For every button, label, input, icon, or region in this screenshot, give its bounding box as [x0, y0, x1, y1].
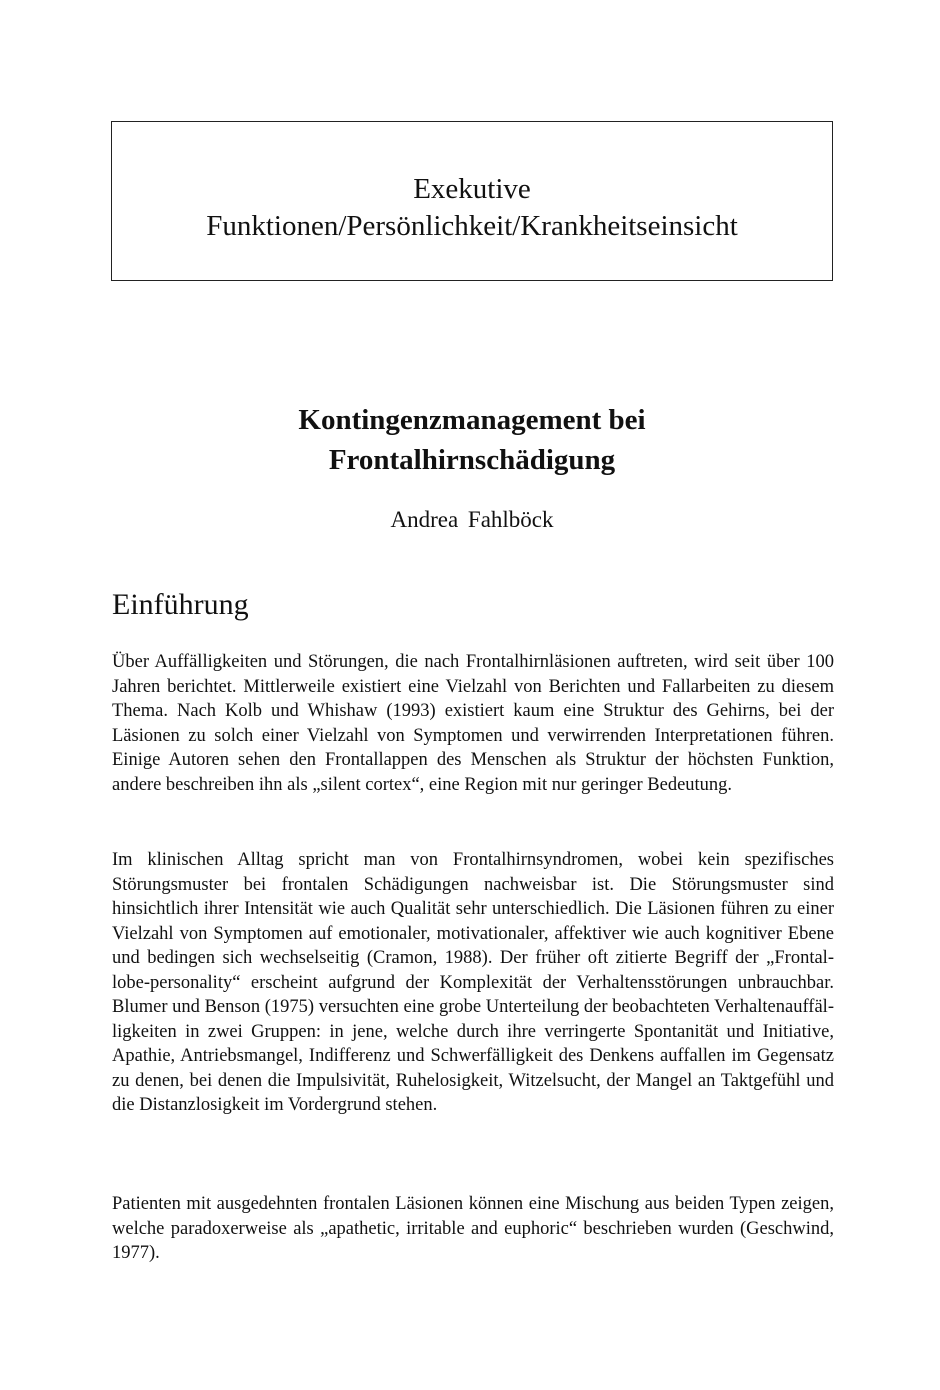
chapter-title-line-1: Exekutive	[413, 173, 531, 205]
author-name: Andrea Fahlböck	[390, 507, 554, 532]
article-title-line-1: Kontingenzmanagement bei	[298, 404, 646, 436]
chapter-title-line-2: Funktionen/Persönlichkeit/Krankheitseinsicht	[206, 210, 738, 242]
article-title-line-2: Frontalhirnschädigung	[328, 444, 616, 476]
chapter-title-box	[111, 121, 833, 281]
article-title	[111, 400, 833, 480]
paragraph-2: Im klinischen Alltag spricht man von Frontalhirnsyndromen, wobei kein spezifisches Störungsmuster bei frontalen Schädigungen nachweisbar ist. Die Störungsmuster sind hinsichtlich ihrer Intensität wie auch Qualität sehr unterschiedlich. Die Läsionen führen zu einer Vielzahl von Symptomen auf emotionaler, motivationaler, affektiver wie auch kognitiver Ebene und bedingen sich wechselseitig (Cramon, 1988). Der früher oft zitierte Begriff der „Frontal-lobe-personality“ erscheint aufgrund der Komplexität der Verhaltensstörungen unbrauchbar. Blumer und Benson (1975) versuchten eine grobe Unterteilung der beobachteten Verhaltenauffälligkeiten in zwei Gruppen: in jene, welche durch ihre verringerte Spontanität und Initiative, Apathie, Antriebsmangel, Indifferenz und Schwerfälligkeit des Denkens auffallen im Gegensatz zu denen, bei denen die Impulsivität, Ruhelosigkeit, Witzelsucht, der Mangel an Taktgefühl und die Distanzlosigkeit im Vordergrund stehen.	[112, 850, 834, 1115]
paragraph-3: Patienten mit ausgedehnten frontalen Läsionen können eine Mischung aus beiden Typen zeigen, welche paradoxerweise als „apathetic, irritable and euphoric“ beschrieben wurden (Geschwind, 1977).	[112, 1194, 834, 1263]
section-heading: Einführung	[112, 588, 249, 621]
paragraph-1: Über Auffälligkeiten und Störungen, die nach Frontalhirnläsionen auftreten, wird seit über 100 Jahren berichtet. Mittlerweile existiert eine Vielzahl von Berichten und Fallarbeiten zu diesem Thema. Nach Kolb und Whishaw (1993) existiert kaum eine Struktur des Gehirns, bei der Läsionen zu solch einer Vielzahl von Symptomen und verwirrenden Interpretationen führen. Einige Autoren sehen den Frontallappen des Menschen als Struktur der höchsten Funktion, andere beschreiben ihn als „silent cortex“, eine Region mit nur geringer Bedeutung.	[112, 652, 834, 795]
